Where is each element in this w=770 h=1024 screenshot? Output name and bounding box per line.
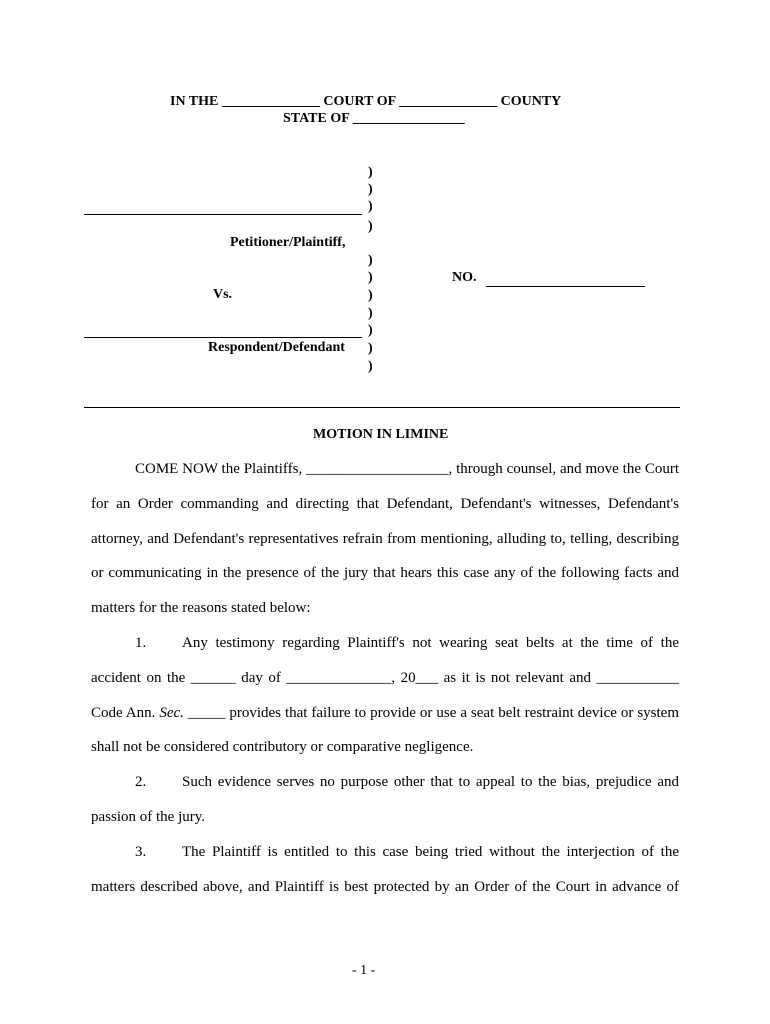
- caption-paren: ): [368, 165, 373, 180]
- court-heading-line1: [170, 94, 561, 110]
- caption-divider: [84, 407, 680, 408]
- court-name-blank: ______________: [221, 94, 320, 109]
- petitioner-label: Petitioner/Plaintiff,: [230, 235, 346, 250]
- state-heading-prefix: STATE OF: [283, 111, 350, 126]
- court-heading-suffix: COUNTY: [500, 94, 562, 109]
- caption-paren: ): [368, 359, 373, 374]
- item-number: 3.: [135, 843, 147, 860]
- item-text: Any testimony regarding Plaintiff's not wearing seat belts at the time of the accident on the ______ day of ______________, 20___ as it is not relevant and ___________ Code Ann.: [91, 634, 679, 721]
- court-heading-middle: COURT OF: [323, 94, 396, 109]
- caption-paren: ): [368, 270, 373, 285]
- intro-part2: , through counsel, and move the Court for an Order commanding and directing that Defendant, Defendant's witnesses, Defendant's attorney, and Defendant's representatives refrain from mentioning, alluding to, telling, describing or communicating in the presence of the jury that hears this case any of the following facts and matters for the reasons stated below:: [91, 461, 679, 617]
- intro-paragraph: [91, 452, 679, 626]
- numbered-item: [91, 765, 679, 835]
- county-name-blank: ______________: [399, 94, 498, 109]
- item-text-italic: Sec.: [159, 704, 184, 721]
- item-number: 1.: [135, 634, 147, 651]
- caption-paren: ): [368, 253, 373, 268]
- caption-paren: ): [368, 219, 373, 234]
- respondent-name-line: [84, 337, 362, 338]
- plaintiffs-name-blank: ___________________: [306, 461, 449, 477]
- motion-body: [91, 452, 679, 904]
- case-number-line: [486, 286, 645, 287]
- court-heading-prefix: IN THE: [170, 94, 219, 109]
- page-number: - 1 -: [352, 963, 376, 978]
- item-text: _____ provides that failure to provide or use a seat belt restraint device or system shall not be considered contributory or comparative negligence.: [91, 704, 679, 756]
- intro-part1: COME NOW the Plaintiffs,: [135, 461, 307, 477]
- petitioner-name-line: [84, 214, 362, 215]
- item-text: The Plaintiff is entitled to this case being tried without the interjection of the matters described above, and Plaintiff is best protected by an Order of the Court in advance of: [91, 843, 679, 895]
- caption-paren: ): [368, 323, 373, 338]
- numbered-item: [91, 835, 679, 905]
- caption-paren: ): [368, 288, 373, 303]
- versus-label: Vs.: [213, 287, 233, 302]
- respondent-label: Respondent/Defendant: [208, 340, 345, 355]
- court-heading-line2: [283, 111, 465, 127]
- state-name-blank: ________________: [352, 111, 465, 126]
- item-number: 2.: [135, 774, 147, 791]
- case-number-label: NO.: [452, 270, 477, 285]
- caption-paren: ): [368, 182, 373, 197]
- caption-paren: ): [368, 306, 373, 321]
- document-title: MOTION IN LIMINE: [313, 427, 449, 442]
- numbered-item: [91, 626, 679, 765]
- item-text: Such evidence serves no purpose other that to appeal to the bias, prejudice and passion of the jury.: [91, 774, 679, 825]
- caption-paren: ): [368, 199, 373, 214]
- caption-paren: ): [368, 341, 373, 356]
